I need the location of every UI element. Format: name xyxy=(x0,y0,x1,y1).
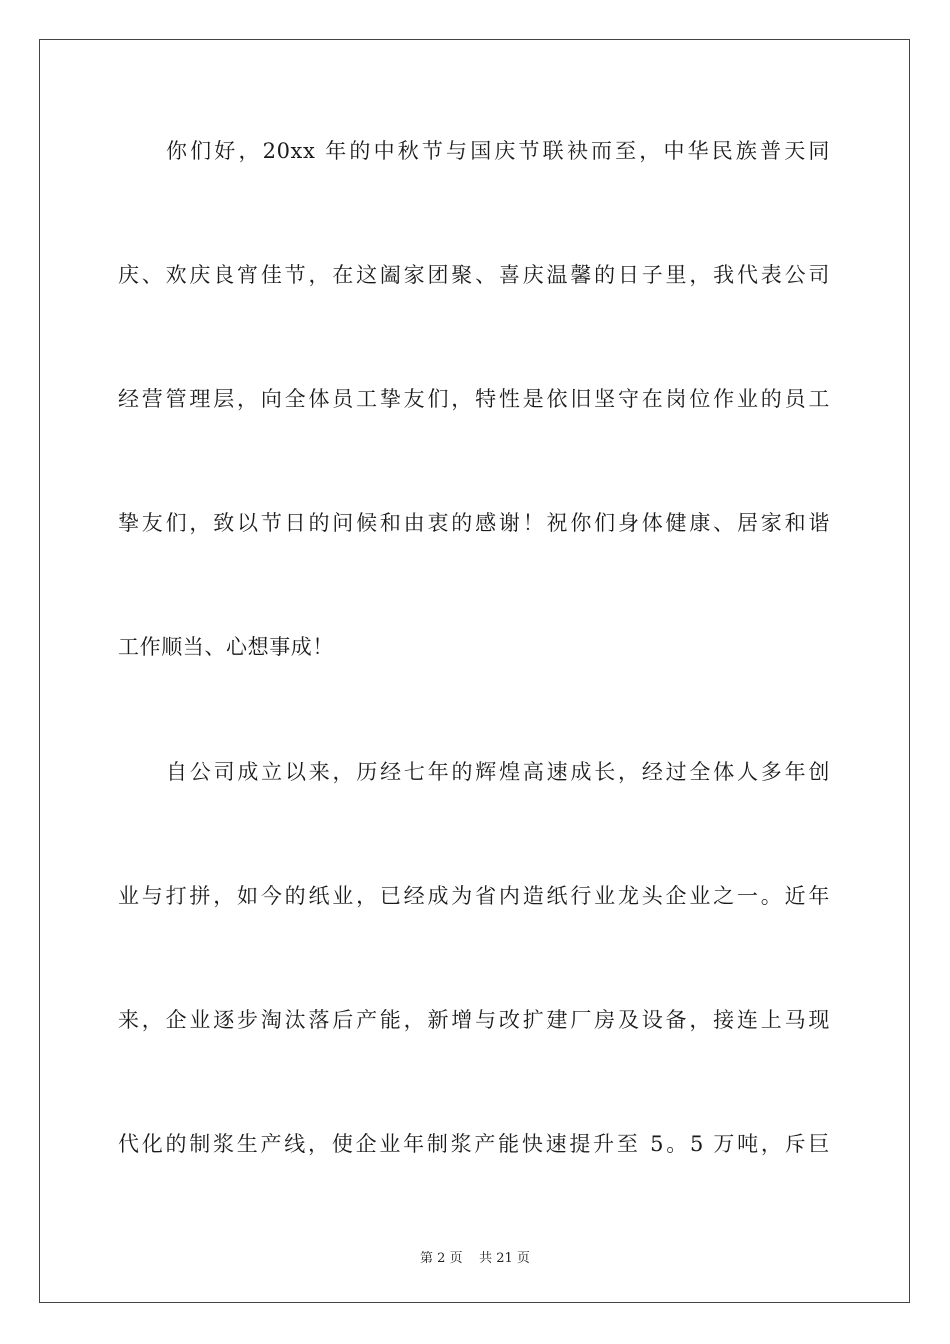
paragraph-1-line-2: 庆、欢庆良宵佳节，在这阖家团聚、喜庆温馨的日子里，我代表公司 xyxy=(118,263,830,287)
page-number: 第 2 页 xyxy=(420,1251,463,1266)
page-total: 共 21 页 xyxy=(479,1251,530,1266)
paragraph-1-line-1: 你们好，20xx 年的中秋节与国庆节联袂而至，中华民族普天同 xyxy=(166,139,830,163)
paragraph-2-line-2: 业与打拼，如今的纸业，已经成为省内造纸行业龙头企业之一。近年 xyxy=(118,884,830,908)
page-footer xyxy=(0,1247,950,1266)
paragraph-1-line-4: 挚友们，致以节日的问候和由衷的感谢！祝你们身体健康、居家和谐 xyxy=(118,511,830,535)
paragraph-1-line-5: 工作顺当、心想事成！ xyxy=(118,635,334,659)
paragraph-2-line-4: 代化的制浆生产线，使企业年制浆产能快速提升至 5。5 万吨，斥巨 xyxy=(118,1132,830,1156)
paragraph-2-line-3: 来，企业逐步淘汰落后产能，新增与改扩建厂房及设备，接连上马现 xyxy=(118,1008,830,1032)
paragraph-2-line-1: 自公司成立以来，历经七年的辉煌高速成长，经过全体人多年创 xyxy=(166,760,830,784)
paragraph-1-line-3: 经营管理层，向全体员工挚友们，特性是依旧坚守在岗位作业的员工 xyxy=(118,387,830,411)
page-border xyxy=(39,39,910,1303)
